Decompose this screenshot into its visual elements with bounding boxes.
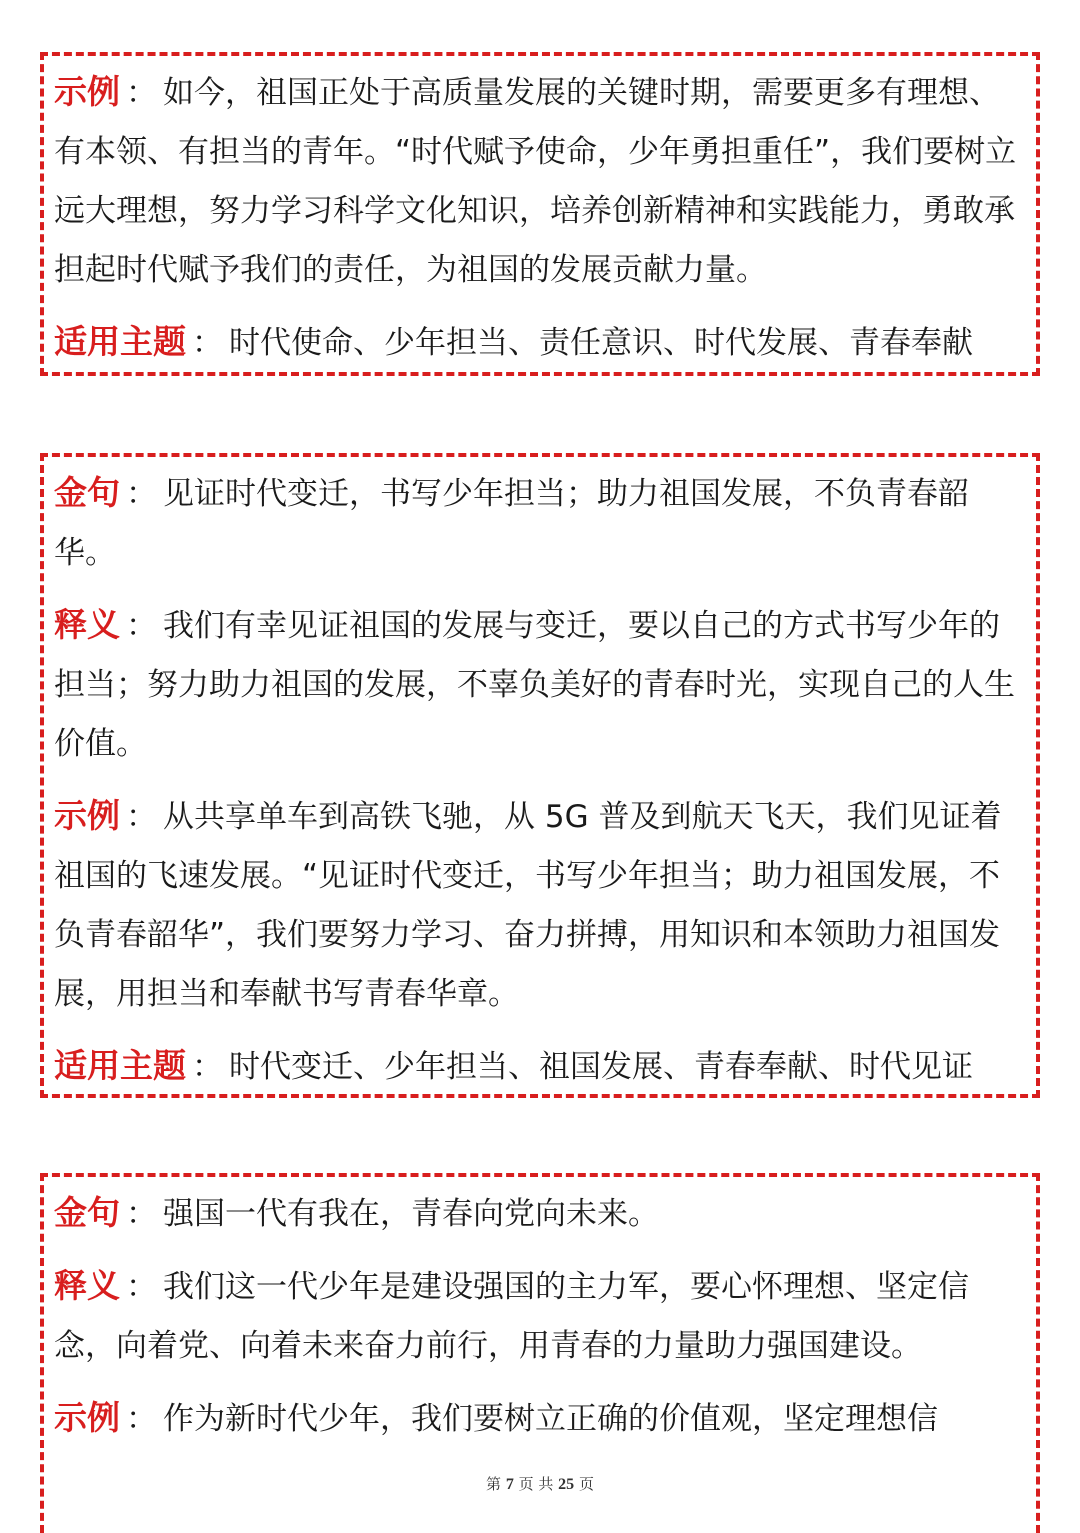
themes-text: 时代使命、少年担当、责任意识、时代发展、青春奉献	[229, 325, 973, 361]
example-label: 示例	[54, 1398, 120, 1437]
example-text: 从共享单车到高铁飞驰，从 5G 普及到航天飞天，我们见证着祖国的飞速发展。“见证时代变迁，书写少年担当；助力祖国发展，不负青春韶华”，我们要努力学习、奋力拼搏，用知识和本领助力祖国发展，用担当和奉献书写青春华章。	[54, 799, 1002, 1012]
themes-paragraph	[54, 1036, 1026, 1097]
themes-label: 适用主题	[54, 322, 186, 361]
current-page-number: 7	[505, 1476, 514, 1493]
themes-text: 时代变迁、少年担当、祖国发展、青春奉献、时代见证	[229, 1049, 973, 1085]
quote-paragraph	[54, 463, 1026, 583]
quote-paragraph	[54, 1183, 1026, 1244]
example-text: 如今，祖国正处于高质量发展的关键时期，需要更多有理想、有本领、有担当的青年。“时代赋予使命，少年勇担重任”，我们要树立远大理想，努力学习科学文化知识，培养创新精神和实践能力，勇敢承担起时代赋予我们的责任，为祖国的发展贡献力量。	[54, 75, 1017, 288]
example-paragraph	[54, 62, 1026, 300]
label-separator: ：	[126, 476, 157, 512]
page-number-footer	[0, 1473, 1080, 1494]
label-separator: ：	[192, 325, 223, 361]
themes-paragraph	[54, 312, 1026, 373]
meaning-paragraph	[54, 595, 1026, 774]
meaning-text: 我们这一代少年是建设强国的主力军，要心怀理想、坚定信念，向着党、向着未来奋力前行，用青春的力量助力强国建设。	[54, 1269, 969, 1364]
example-paragraph	[54, 1388, 1026, 1449]
quote-text: 强国一代有我在，青春向党向未来。	[163, 1196, 659, 1232]
label-separator: ：	[126, 1196, 157, 1232]
quote-label: 金句	[54, 1193, 120, 1232]
label-separator: ：	[192, 1049, 223, 1085]
footer-suffix: 页	[578, 1475, 594, 1493]
label-separator: ：	[126, 608, 157, 644]
label-separator: ：	[126, 1401, 157, 1437]
label-separator: ：	[126, 75, 157, 111]
example-label: 示例	[54, 72, 120, 111]
themes-label: 适用主题	[54, 1046, 186, 1085]
meaning-label: 释义	[54, 1266, 120, 1305]
label-separator: ：	[126, 1269, 157, 1305]
example-text: 作为新时代少年，我们要树立正确的价值观，坚定理想信	[163, 1401, 938, 1437]
total-page-count: 25	[558, 1476, 575, 1493]
footer-middle: 页 共	[518, 1475, 554, 1493]
meaning-label: 释义	[54, 605, 120, 644]
meaning-text: 我们有幸见证祖国的发展与变迁，要以自己的方式书写少年的担当；努力助力祖国的发展，不辜负美好的青春时光，实现自己的人生价值。	[54, 608, 1015, 762]
quote-label: 金句	[54, 473, 120, 512]
excerpt-card-2	[40, 453, 1040, 1098]
label-separator: ：	[126, 799, 157, 835]
example-label: 示例	[54, 796, 120, 835]
excerpt-card-1	[40, 52, 1040, 376]
example-paragraph	[54, 786, 1026, 1024]
meaning-paragraph	[54, 1256, 1026, 1376]
footer-prefix: 第	[486, 1475, 502, 1493]
quote-text: 见证时代变迁，书写少年担当；助力祖国发展，不负青春韶华。	[54, 476, 969, 571]
